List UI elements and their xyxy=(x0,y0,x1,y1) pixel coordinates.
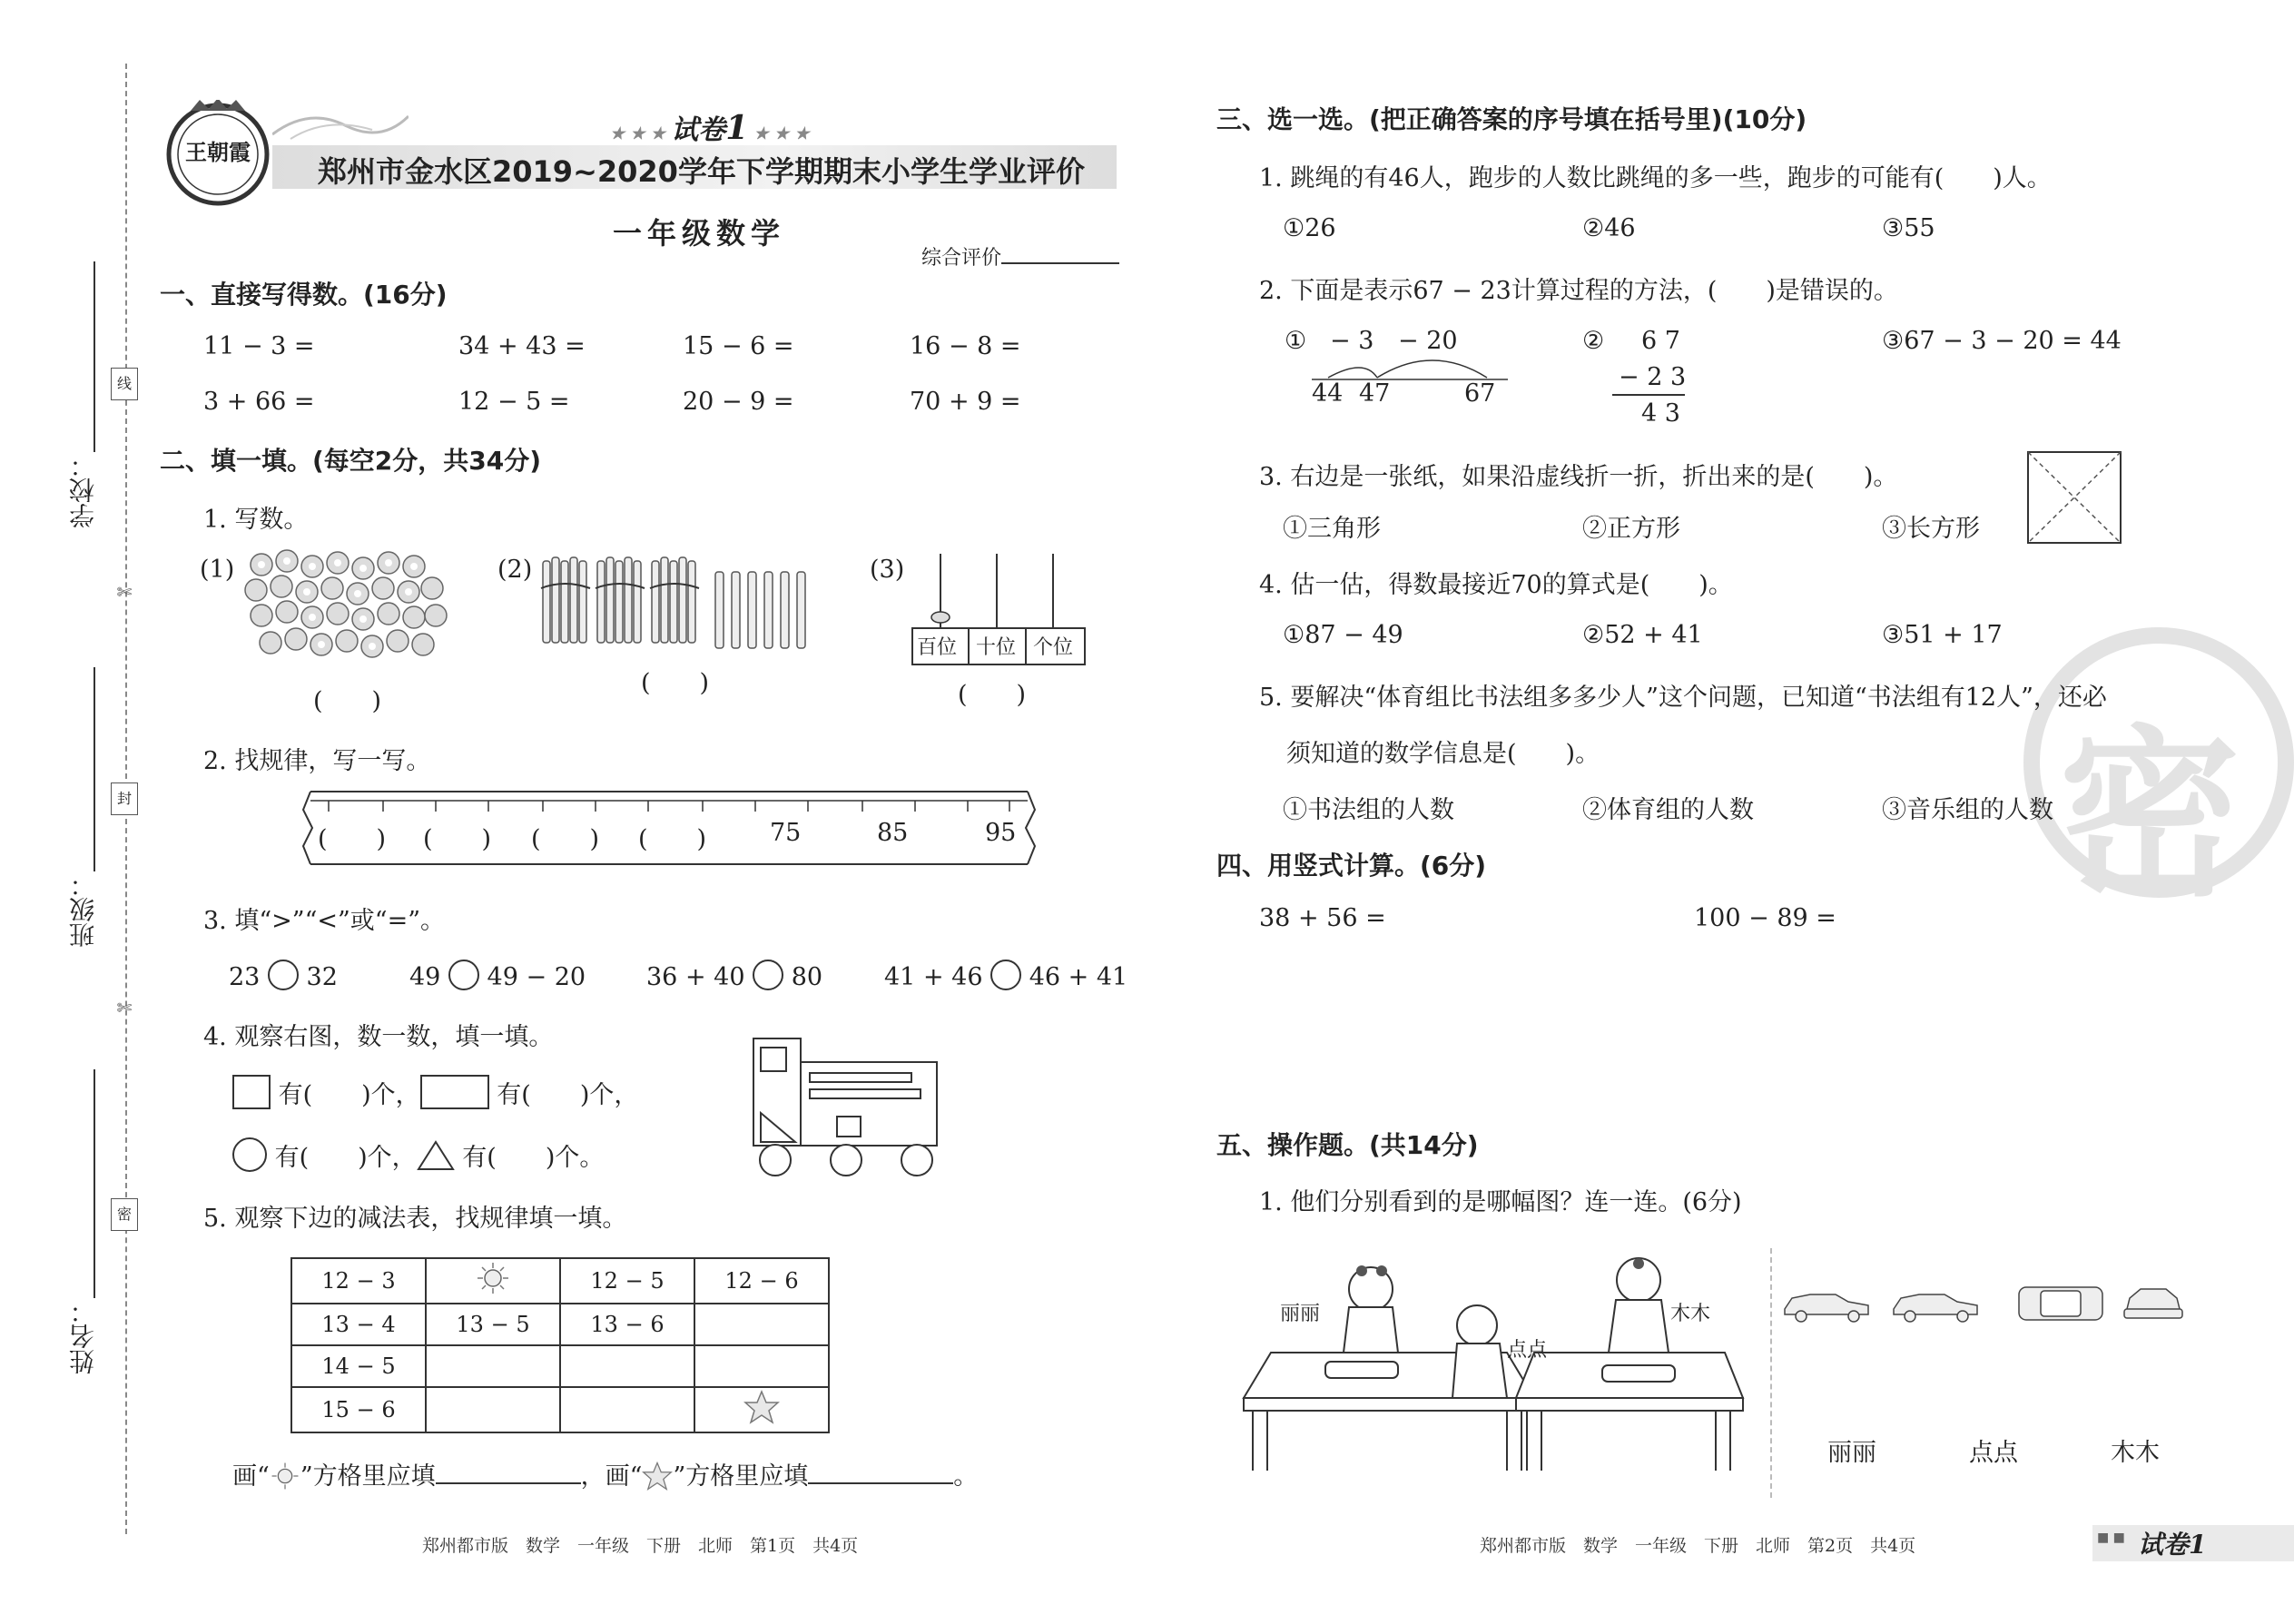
step-minus-3: − 3 xyxy=(1330,327,1374,355)
scissors-icon: ✄ xyxy=(116,997,133,1019)
q3-3-option[interactable]: ①三角形 xyxy=(1283,515,1381,543)
q2-5-answer-line: 画“ ”方格里应填 ，画“ ”方格里应填 。 xyxy=(232,1456,978,1498)
class-label: 班级： xyxy=(68,871,98,948)
shape-count-row1: 有( )个， 有( )个， xyxy=(232,1075,638,1110)
school-label: 学校： xyxy=(68,452,98,528)
q3-5-text-line2: 须知道的数学信息是( )。 xyxy=(1286,740,1600,768)
q3-2-option1-label[interactable]: ① xyxy=(1285,327,1307,355)
vertical-calc-item: 100 − 89 = xyxy=(1694,904,1836,932)
table-cell[interactable] xyxy=(426,1258,560,1304)
footer-tag: 试卷1 xyxy=(2138,1530,2207,1560)
arith-item: 70 + 9 = xyxy=(910,388,1021,416)
brand-logo xyxy=(163,100,272,209)
section2-heading: 二、填一填。(每空2分，共34分) xyxy=(160,446,542,476)
arith-item: 3 + 66 = xyxy=(203,388,315,416)
ruler-blank: ( ) xyxy=(318,825,387,853)
q2-5-text: 5. 观察下边的减法表，找规律填一填。 xyxy=(203,1205,627,1233)
flower-cluster-image xyxy=(243,548,448,672)
answer-blank[interactable] xyxy=(808,1457,953,1484)
triangle-shape-icon xyxy=(417,1140,455,1177)
sun-icon xyxy=(475,1276,511,1302)
table-cell[interactable] xyxy=(426,1387,560,1432)
compare-item: 36 + 40 80 xyxy=(646,960,822,991)
vertical-calc-rule xyxy=(1612,394,1685,396)
section1-heading: 一、直接写得数。(16分) xyxy=(160,280,448,310)
evaluation-label: 综合评价 xyxy=(921,241,1119,271)
star-icon xyxy=(642,1461,673,1498)
svg-text:王朝霞: 王朝霞 xyxy=(185,139,251,165)
table-cell[interactable] xyxy=(694,1304,829,1345)
q5-1-text: 1. 他们分别看到的是哪幅图？连一连。(6分) xyxy=(1259,1188,1742,1216)
ruler-blank: ( ) xyxy=(531,825,600,853)
rectangle-shape-icon xyxy=(420,1075,489,1109)
number-line-jumps xyxy=(1310,350,1510,381)
scissors-icon: ✄ xyxy=(116,581,133,603)
compare-circle[interactable] xyxy=(753,960,783,990)
person-label-mumu: 木木 xyxy=(1670,1303,1711,1325)
shape-count-row2: 有( )个， 有( )个。 xyxy=(232,1137,604,1177)
arith-item: 16 − 8 = xyxy=(910,332,1021,360)
person-label-lili: 丽丽 xyxy=(1280,1303,1321,1325)
footer-tag-squares: ■ ■ xyxy=(2097,1530,2125,1545)
illustration-divider xyxy=(1770,1248,1772,1498)
person-label-diandian: 点点 xyxy=(1507,1339,1548,1362)
class-line xyxy=(94,667,95,871)
arith-item: 11 − 3 = xyxy=(203,332,315,360)
ribbon-decoration xyxy=(272,107,409,143)
star-icon xyxy=(743,1405,780,1431)
table-cell[interactable] xyxy=(426,1345,560,1387)
exam-title: 郑州市金水区2019~2020学年下学期期末小学生学业评价 xyxy=(318,154,1085,189)
q3-4-option[interactable]: ②52 + 41 xyxy=(1582,621,1703,649)
q3-2-option2-label[interactable]: ② xyxy=(1582,327,1605,355)
table-cell: 13 − 5 xyxy=(426,1304,560,1345)
match-name: 丽丽 xyxy=(1827,1439,1876,1467)
ruler-value: 75 xyxy=(770,819,802,847)
answer-paren: ( ) xyxy=(313,687,382,715)
table-cell: 12 − 3 xyxy=(291,1258,426,1304)
compare-circle[interactable] xyxy=(990,960,1021,990)
name-line xyxy=(94,1069,95,1298)
seal-mark-feng: 封 xyxy=(111,782,138,815)
q2-2-text: 2. 找规律，写一写。 xyxy=(203,747,431,775)
table-cell: 12 − 6 xyxy=(694,1258,829,1304)
step-minus-20: − 20 xyxy=(1398,327,1458,355)
vertical-calc-item: 38 + 56 = xyxy=(1259,904,1386,932)
q2-1-label-3: (3) xyxy=(870,556,905,584)
ruler-blank: ( ) xyxy=(638,825,707,853)
q3-1-option[interactable]: ①26 xyxy=(1283,214,1336,242)
car-views-row xyxy=(1781,1282,2289,1327)
q3-4-option[interactable]: ③51 + 17 xyxy=(1882,621,2003,649)
q3-5-option[interactable]: ①书法组的人数 xyxy=(1283,796,1454,824)
stick-bundles-image xyxy=(537,552,819,652)
table-cell: 15 − 6 xyxy=(291,1387,426,1432)
compare-circle[interactable] xyxy=(268,960,299,990)
answer-blank[interactable] xyxy=(436,1457,581,1484)
q3-5-option[interactable]: ②体育组的人数 xyxy=(1582,796,1754,824)
arith-item: 20 − 9 = xyxy=(683,388,794,416)
footer-right: 郑州都市版 数学 一年级 下册 北师 第2页 共4页 xyxy=(1480,1536,1916,1556)
section3-heading: 三、选一选。(把正确答案的序号填在括号里)(10分) xyxy=(1216,104,1807,134)
folded-paper-figure xyxy=(2026,450,2122,545)
paper-label: ★ ★ ★ 试卷1 ★ ★ ★ xyxy=(610,109,810,147)
match-name: 木木 xyxy=(2111,1439,2160,1467)
compare-item: 41 + 46 46 + 41 xyxy=(884,960,1127,991)
q3-5-option[interactable]: ③音乐组的人数 xyxy=(1882,796,2053,824)
seal-mark-mi: 密 xyxy=(111,1198,138,1231)
answer-paren: ( ) xyxy=(641,669,710,697)
q3-1-text: 1. 跳绳的有46人，跑步的人数比跳绳的多一些，跑步的可能有( )人。 xyxy=(1259,164,2052,192)
q3-3-option[interactable]: ③长方形 xyxy=(1882,515,1980,543)
ruler-value: 95 xyxy=(985,819,1017,847)
arith-item: 12 − 5 = xyxy=(458,388,570,416)
q3-1-option[interactable]: ③55 xyxy=(1882,214,1935,242)
section5-heading: 五、操作题。(共14分) xyxy=(1216,1130,1479,1160)
compare-circle[interactable] xyxy=(448,960,479,990)
table-cell[interactable] xyxy=(694,1387,829,1432)
number-line-value: 67 xyxy=(1464,379,1496,408)
table-cell[interactable] xyxy=(694,1345,829,1387)
star-icon: ★ ★ ★ xyxy=(748,124,810,143)
abacus-label-ones: 个位 xyxy=(1033,636,1074,659)
q3-4-option[interactable]: ①87 − 49 xyxy=(1283,621,1403,649)
table-cell: 12 − 5 xyxy=(560,1258,694,1304)
arith-item: 34 + 43 = xyxy=(458,332,586,360)
q3-2-option3[interactable]: ③67 − 3 − 20 = 44 xyxy=(1882,327,2122,355)
q2-1-label-1: (1) xyxy=(200,556,235,584)
table-cell: 13 − 6 xyxy=(560,1304,694,1345)
q3-1-option[interactable]: ②46 xyxy=(1582,214,1636,242)
compare-item: 23 32 xyxy=(229,960,338,991)
truck-shapes-figure xyxy=(750,1035,946,1178)
q3-3-text: 3. 右边是一张纸，如果沿虚线折一折，折出来的是( )。 xyxy=(1259,463,1898,491)
number-line-value: 47 xyxy=(1359,379,1391,408)
section4-heading: 四、用竖式计算。(6分) xyxy=(1216,851,1487,881)
q3-3-option[interactable]: ②正方形 xyxy=(1582,515,1680,543)
q2-3-text: 3. 填“>”“<”或“=”。 xyxy=(203,907,446,935)
q2-1-text: 1. 写数。 xyxy=(203,506,309,534)
q2-4-text: 4. 观察右图，数一数，填一填。 xyxy=(203,1023,554,1051)
match-name: 点点 xyxy=(1969,1439,2018,1467)
vertical-calc-row: 4 3 xyxy=(1641,399,1680,428)
abacus-label-tens: 十位 xyxy=(976,636,1017,659)
square-shape-icon xyxy=(232,1075,271,1109)
vertical-calc-row: 6 7 xyxy=(1641,327,1680,355)
table-cell[interactable] xyxy=(560,1345,694,1387)
q3-2-text: 2. 下面是表示67 − 23计算过程的方法，( )是错误的。 xyxy=(1259,277,1898,305)
ruler-blank: ( ) xyxy=(423,825,492,853)
table-cell: 13 − 4 xyxy=(291,1304,426,1345)
name-label: 姓名： xyxy=(68,1298,98,1374)
sun-icon xyxy=(270,1461,300,1498)
answer-paren: ( ) xyxy=(958,681,1027,709)
abacus-label-hundreds: 百位 xyxy=(917,636,958,659)
vertical-calc-row: − 2 3 xyxy=(1619,363,1687,391)
subject-title: 一年级数学 xyxy=(613,216,786,251)
compare-item: 49 49 − 20 xyxy=(409,960,586,991)
star-icon: ★ ★ ★ xyxy=(610,124,672,143)
circle-shape-icon xyxy=(232,1137,267,1172)
children-and-tables-illustration xyxy=(1235,1253,1761,1489)
table-cell: 14 − 5 xyxy=(291,1345,426,1387)
evaluation-blank xyxy=(1001,241,1119,264)
q3-5-text-line1: 5. 要解决“体育组比书法组多多少人”这个问题，已知道“书法组有12人”，还必 xyxy=(1259,684,2107,712)
q2-1-label-2: (2) xyxy=(497,556,533,584)
q3-4-text: 4. 估一估，得数最接近70的算式是( )。 xyxy=(1259,571,1733,599)
footer-left: 郑州都市版 数学 一年级 下册 北师 第1页 共4页 xyxy=(422,1536,859,1556)
seal-mark-line: 线 xyxy=(111,368,138,400)
table-cell[interactable] xyxy=(560,1387,694,1432)
arith-item: 15 − 6 = xyxy=(683,332,794,360)
subtraction-table xyxy=(290,1257,830,1433)
school-line xyxy=(94,261,95,452)
seal-stamp-text: 密 xyxy=(2059,710,2241,921)
number-line-value: 44 xyxy=(1312,379,1344,408)
ruler-value: 85 xyxy=(877,819,909,847)
